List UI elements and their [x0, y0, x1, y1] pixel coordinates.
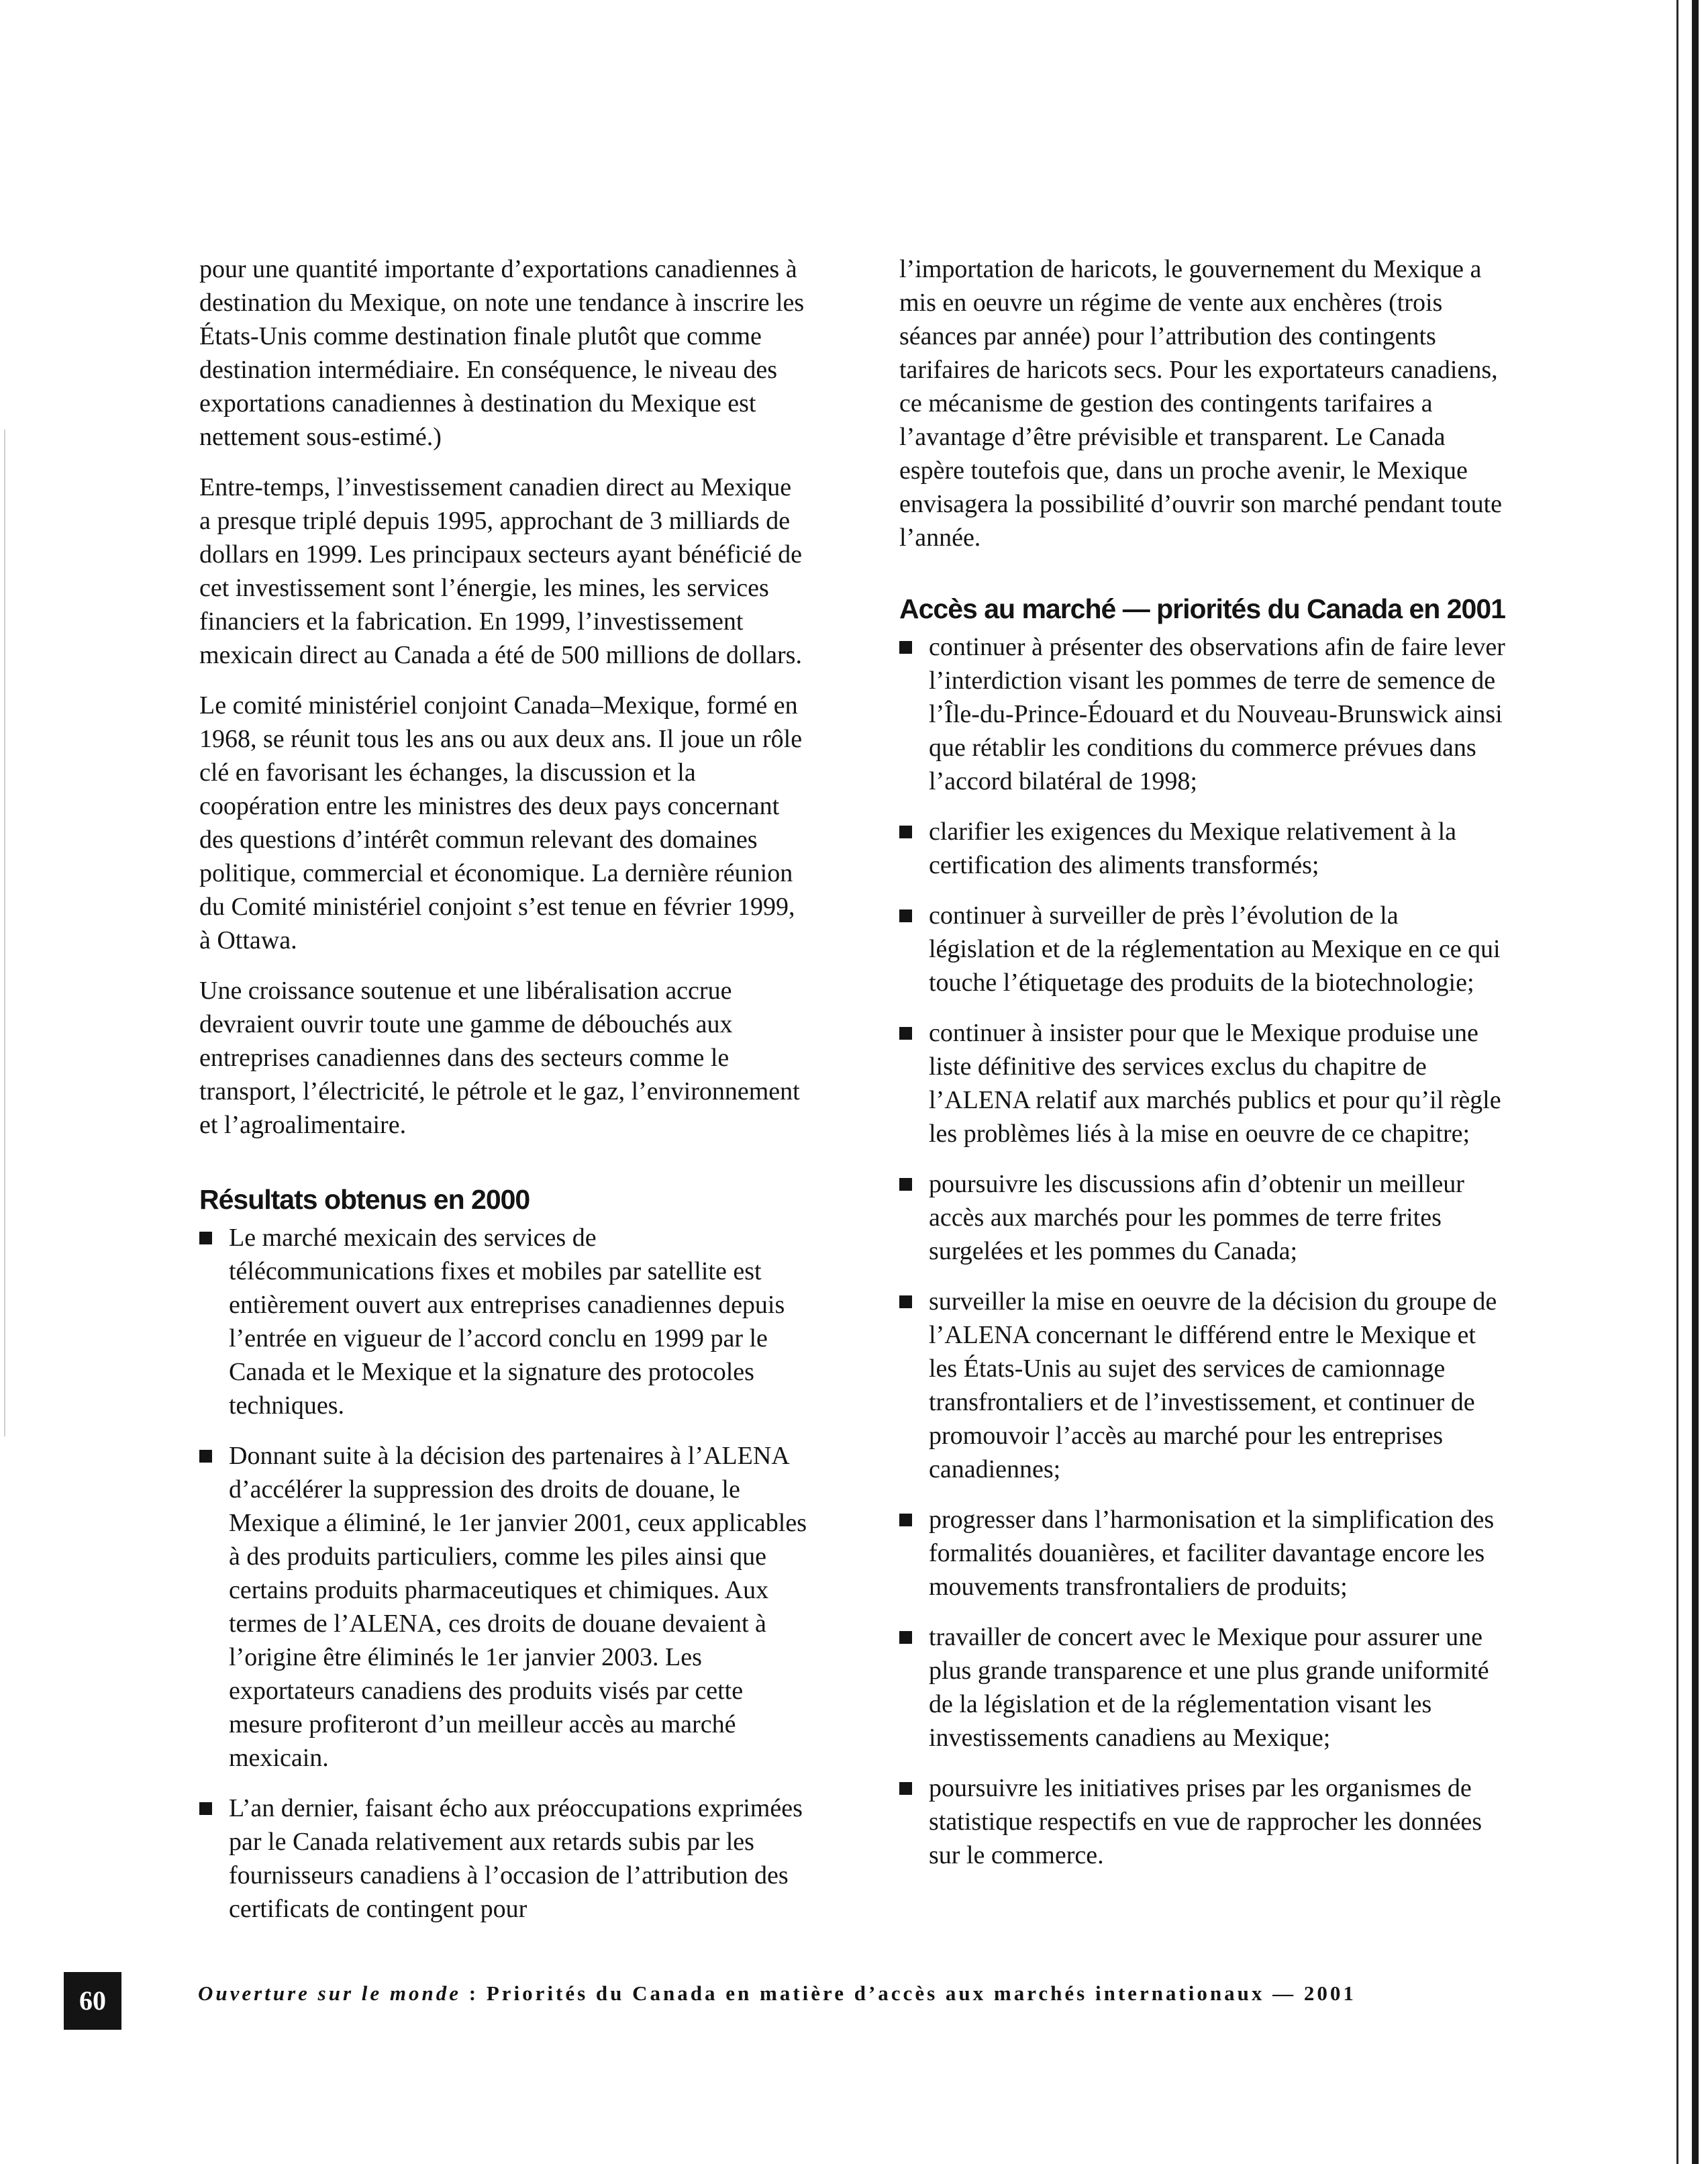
list-item-text: L’an dernier, faisant écho aux préoccupations exprimées par le Canada relativement aux retards subis par les fournisseurs canadiens à l’occasion de l’attribution des certificats de contingent pour: [229, 1794, 803, 1923]
priorities-list: [899, 630, 1507, 1872]
list-item: [899, 1620, 1507, 1755]
list-item: [899, 899, 1507, 999]
results-list: [199, 1221, 807, 1926]
square-bullet-icon: [199, 1450, 212, 1463]
list-item: [899, 1285, 1507, 1486]
square-bullet-icon: [899, 1782, 912, 1795]
publication-year: 2001: [1303, 1981, 1356, 2005]
right-column: [899, 252, 1507, 1889]
body-paragraph: l’importation de haricots, le gouvernement du Mexique a mis en oeuvre un régime de vente aux enchères (trois séances par année) pour l’attribution des contingents tarifaires de haricots secs. Pour les exportateurs canadiens, ce mécanisme de gestion des contingents tarifaires a l’avantage d’être prévisible et transparent. Le Canada espère toutefois que, dans un proche avenir, le Mexique envisagera la possibilité d’ouvrir son marché pendant toute l’année.: [899, 255, 1503, 552]
list-item: [199, 1791, 807, 1926]
page-footer: [64, 1972, 1661, 2030]
square-bullet-icon: [899, 826, 912, 838]
list-item: [899, 1016, 1507, 1150]
section-heading-priorities: Accès au marché — priorités du Canada en 2001: [899, 593, 1505, 624]
running-footer: [198, 1981, 1356, 2006]
square-bullet-icon: [899, 1027, 912, 1040]
body-paragraph: Une croissance soutenue et une libéralisation accrue devraient ouvrir toute une gamme de débouchés aux entreprises canadiennes dans des secteurs comme le transport, l’électricité, le pétrole et le gaz, l’environnement et l’agroalimentaire.: [199, 977, 800, 1139]
list-item-text: clarifier les exigences du Mexique relativement à la certification des aliments transformés;: [929, 818, 1457, 879]
body-paragraph: Entre-temps, l’investissement canadien direct au Mexique a presque triplé depuis 1995, approchant de 3 milliards de dollars en 1999. Les principaux secteurs ayant bénéficié de cet investissement sont l’énergie, les mines, les services financiers et la fabrication. En 1999, l’investissement mexicain direct au Canada a été de 500 millions de dollars.: [199, 473, 802, 669]
list-item-text: poursuivre les initiatives prises par les organismes de statistique respectifs en vue de rapprocher les données sur le commerce.: [929, 1774, 1483, 1869]
footer-dash: —: [1264, 1981, 1304, 2005]
list-item-text: continuer à insister pour que le Mexique produise une liste définitive des services exclus du chapitre de l’ALENA relatif aux marchés publics et pour qu’il règle les problèmes liés à la mise en oeuvre de ce chapitre;: [929, 1019, 1501, 1148]
square-bullet-icon: [899, 1295, 912, 1308]
list-item: [899, 1771, 1507, 1872]
scan-border: [1692, 0, 1699, 2164]
list-item-text: progresser dans l’harmonisation et la simplification des formalités douanières, et faciliter davantage encore les mouvements transfrontaliers de produits;: [929, 1506, 1495, 1601]
list-item-text: surveiller la mise en oeuvre de la décision du groupe de l’ALENA concernant le différend entre le Mexique et les États-Unis au sujet des services de camionnage transfrontaliers et de l’investissement, et continuer de promouvoir l’accès au marché pour les entreprises canadiennes;: [929, 1287, 1497, 1483]
square-bullet-icon: [899, 909, 912, 922]
publication-subtitle: Priorités du Canada en matière d’accès aux marchés internationaux: [486, 1981, 1265, 2005]
list-item: [899, 1167, 1507, 1268]
list-item: [899, 815, 1507, 882]
square-bullet-icon: [899, 1178, 912, 1191]
scan-border-thin: [1676, 0, 1678, 2164]
list-item: [199, 1221, 807, 1422]
square-bullet-icon: [199, 1802, 212, 1815]
page-number: 60: [64, 1972, 121, 2030]
list-item: [199, 1439, 807, 1775]
section-heading-results: Résultats obtenus en 2000: [199, 1184, 530, 1215]
footer-separator: :: [461, 1981, 487, 2005]
publication-title: Ouverture sur le monde: [198, 1981, 461, 2005]
square-bullet-icon: [899, 1631, 912, 1644]
list-item-text: continuer à surveiller de près l’évolution de la législation et de la réglementation au Mexique en ce qui touche l’étiquetage des produits de la biotechnologie;: [929, 901, 1501, 997]
list-item-text: travailler de concert avec le Mexique pour assurer une plus grande transparence et une plus grande uniformité de la législation et de la réglementation visant les investissements canadiens au Mexique;: [929, 1623, 1489, 1752]
square-bullet-icon: [899, 1514, 912, 1526]
square-bullet-icon: [199, 1232, 212, 1244]
square-bullet-icon: [899, 641, 912, 654]
list-item: [899, 1503, 1507, 1604]
body-paragraph: Le comité ministériel conjoint Canada–Mexique, formé en 1968, se réunit tous les ans ou aux deux ans. Il joue un rôle clé en favorisant les échanges, la discussion et la coopération entre les ministres des deux pays concernant des questions d’intérêt commun relevant des domaines politique, commercial et économique. La dernière réunion du Comité ministériel conjoint s’est tenue en février 1999, à Ottawa.: [199, 691, 803, 954]
list-item-text: Donnant suite à la décision des partenaires à l’ALENA d’accélérer la suppression des droits de douane, le Mexique a éliminé, le 1er janvier 2001, ceux applicables à des produits particuliers, comme les piles ainsi que certains produits pharmaceutiques et chimiques. Aux termes de l’ALENA, ces droits de douane devaient à l’origine être éliminés le 1er janvier 2003. Les exportateurs canadiens des produits visés par cette mesure profiteront d’un meilleur accès au marché mexicain.: [229, 1442, 807, 1772]
left-column: [199, 252, 807, 1942]
list-item: [899, 630, 1507, 798]
list-item-text: continuer à présenter des observations afin de faire lever l’interdiction visant les pommes de terre de semence de l’Île-du-Prince-Édouard et du Nouveau-Brunswick ainsi que rétablir les conditions du commerce prévues dans l’accord bilatéral de 1998;: [929, 633, 1505, 795]
scan-edge-mark: [4, 430, 5, 1436]
list-item-text: poursuivre les discussions afin d’obtenir un meilleur accès aux marchés pour les pommes de terre frites surgelées et les pommes du Canada;: [929, 1170, 1464, 1265]
body-paragraph: pour une quantité importante d’exportations canadiennes à destination du Mexique, on note une tendance à inscrire les États-Unis comme destination finale plutôt que comme destination intermédiaire. En conséquence, le niveau des exportations canadiennes à destination du Mexique est nettement sous-estimé.): [199, 255, 805, 451]
list-item-text: Le marché mexicain des services de télécommunications fixes et mobiles par satellite est entièrement ouvert aux entreprises canadiennes depuis l’entrée en vigueur de l’accord conclu en 1999 par le Canada et le Mexique et la signature des protocoles techniques.: [229, 1224, 785, 1420]
